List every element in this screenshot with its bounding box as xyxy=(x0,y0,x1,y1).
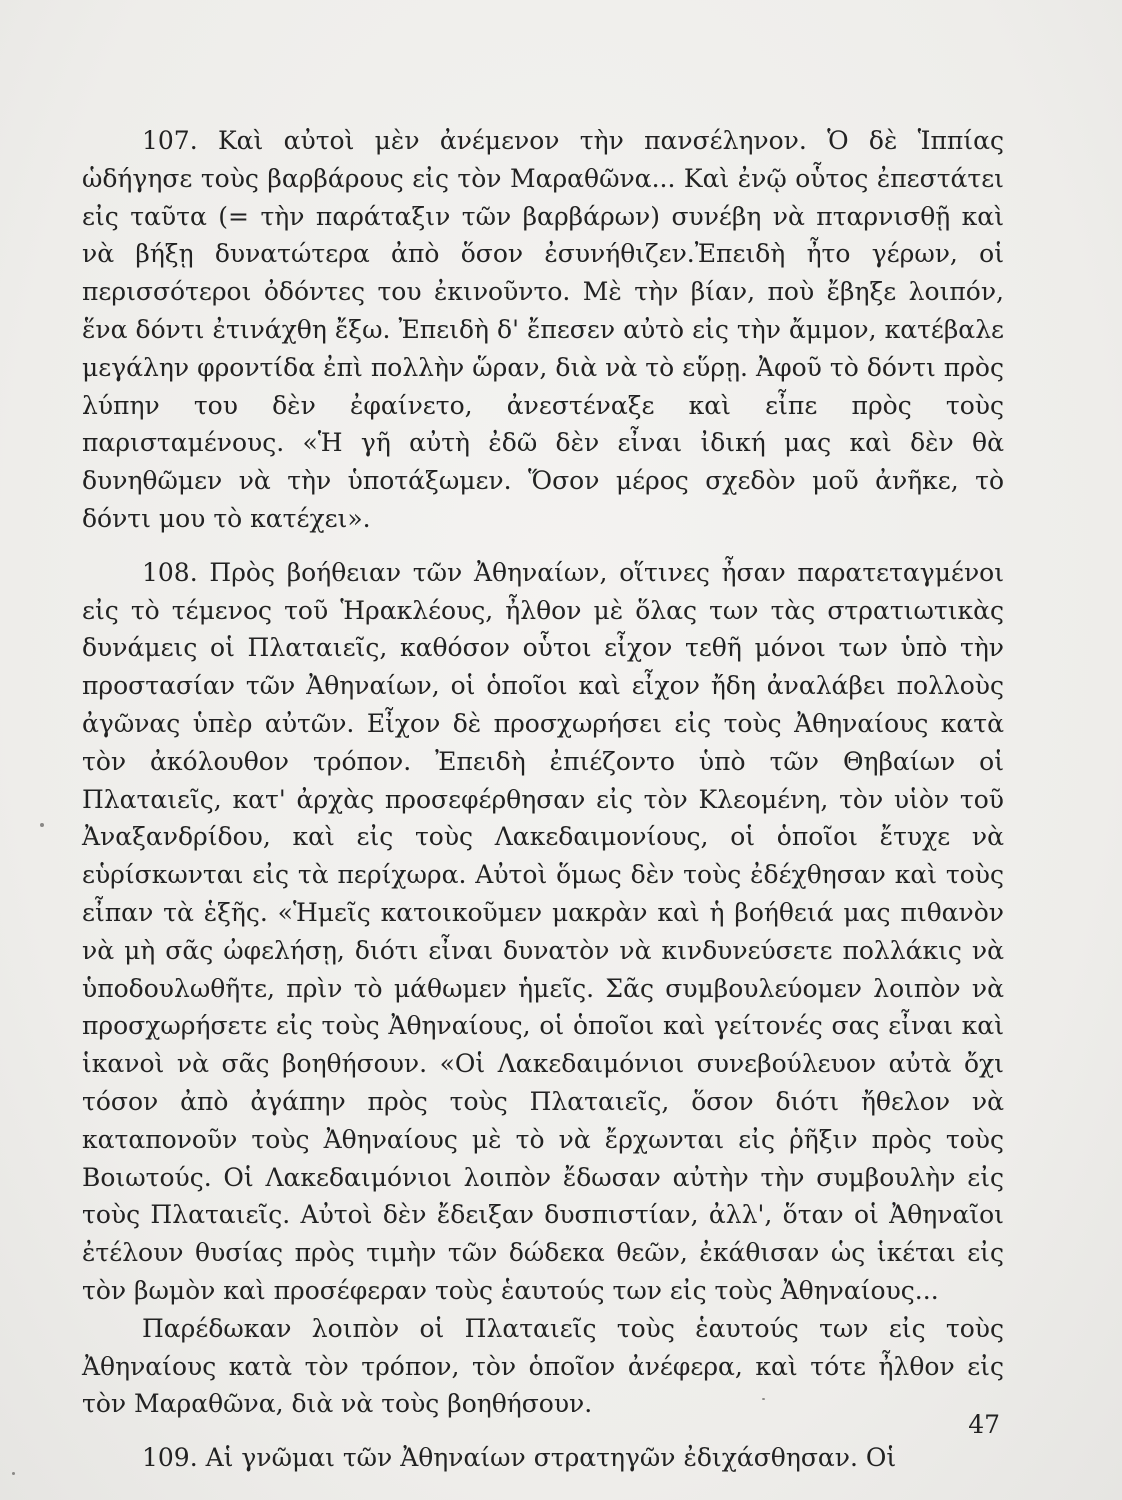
paragraph-number: 107. xyxy=(142,126,198,155)
paragraph-109 xyxy=(82,1439,1004,1477)
paragraph-continuation xyxy=(82,1310,1004,1423)
paragraph-text: Πρὸς βοήθειαν τῶν Ἀθηναίων, οἵτινες ἦσαν παρατεταγμένοι εἰς τὸ τέμενος τοῦ Ἡρακλέους, ἦλθον μὲ ὅλας των τὰς στρατιωτικὰς δυνάμεις οἱ Πλαταιεῖς, καθόσον οὗτοι εἶχον τεθῆ μόνοι των ὑπὸ τὴν προστασίαν τῶν Ἀθηναίων, οἱ ὁποῖοι καὶ εἶχον ἤδη ἀναλάβει πολλοὺς ἀγῶνας ὑπὲρ αὐτῶν. Εἶχον δὲ προσχωρήσει εἰς τοὺς Ἀθηναίους κατὰ τὸν ἀκόλουθον τρόπον. Ἐπειδὴ ἐπιέζοντο ὑπὸ τῶν Θηβαίων οἱ Πλαταιεῖς, κατ' ἀρχὰς προσεφέρθησαν εἰς τὸν Κλεομένη, τὸν υἱὸν τοῦ Ἀναξανδρίδου, καὶ εἰς τοὺς Λακεδαιμονίους, οἱ ὁποῖοι ἔτυχε νὰ εὑρίσκωνται εἰς τὰ περίχωρα. Αὐτοὶ ὅμως δὲν τοὺς ἐδέχθησαν καὶ τοὺς εἶπαν τὰ ἑξῆς. «Ἡμεῖς κατοικοῦμεν μακρὰν καὶ ἡ βοήθειά μας πιθανὸν νὰ μὴ σᾶς ὠφελήσῃ, διότι εἶναι δυνατὸν νὰ κινδυνεύσετε πολλάκις νὰ ὑποδουλωθῆτε, πρὶν τὸ μάθωμεν ἡμεῖς. Σᾶς συμβουλεύομεν λοιπὸν νὰ προσχωρήσετε εἰς τοὺς Ἀθηναίους, οἱ ὁποῖοι καὶ γείτονές σας εἶναι καὶ ἱκανοὶ νὰ σᾶς βοηθήσουν. «Οἱ Λακεδαιμόνιοι συνεβούλευον αὐτὰ ὄχι τόσον ἀπὸ ἀγάπην πρὸς τοὺς Πλαταιεῖς, ὅσον διότι ἤθελον νὰ καταπονοῦν τοὺς Ἀθηναίους μὲ τὸ νὰ ἔρχωνται εἰς ῥῆξιν πρὸς τοὺς Βοιωτούς. Οἱ Λακεδαιμόνιοι λοιπὸν ἔδωσαν αὐτὴν τὴν συμβουλὴν εἰς τοὺς Πλαταιεῖς. Αὐτοὶ δὲν ἔδειξαν δυσπιστίαν, ἀλλ', ὅταν οἱ Ἀθηναῖοι ἐτέλουν θυσίας πρὸς τιμὴν τῶν δώδεκα θεῶν, ἐκάθισαν ὡς ἱκέται εἰς τὸν βωμὸν καὶ προσέφεραν τοὺς ἑαυτούς των εἰς τοὺς Ἀθηναίους... xyxy=(82,557,1005,1305)
paper-speck xyxy=(40,823,44,827)
paragraph-text: Αἱ γνῶμαι τῶν Ἀθηναίων στρατηγῶν ἐδιχάσθησαν. Οἱ xyxy=(205,1443,897,1473)
paper-speck xyxy=(762,1398,765,1400)
paragraph-number: 109. xyxy=(142,1443,198,1473)
paragraph-number: 108. xyxy=(142,557,198,587)
paragraph-107 xyxy=(82,122,1004,538)
paragraph-108 xyxy=(82,554,1004,1310)
page-body xyxy=(82,122,1004,1477)
paragraph-text: Παρέδωκαν λοιπὸν οἱ Πλαταιεῖς τοὺς ἑαυτούς των εἰς τοὺς Ἀθηναίους κατὰ τὸν τρόπον, τὸν ὁποῖον ἀνέφερα, καὶ τότε ἦλθον εἰς τὸν Μαραθῶνα, διὰ νὰ τοὺς βοηθήσουν. xyxy=(82,1313,1004,1419)
page-number: 47 xyxy=(968,1410,1000,1439)
paper-speck xyxy=(12,1472,15,1475)
paragraph-text: Καὶ αὐτοὶ μὲν ἀνέμενον τὴν πανσέληνον. Ὁ δὲ Ἱππίας ὡδήγησε τοὺς βαρβάρους εἰς τὸν Μαραθῶνα... Καὶ ἐνῷ οὗτος ἐπεστάτει εἰς ταῦτα (= τὴν παράταξιν τῶν βαρβάρων) συνέβη νὰ πταρνισθῇ καὶ νὰ βήξῃ δυνατώτερα ἀπὸ ὅσον ἐσυνήθιζεν.Ἐπειδὴ ἦτο γέρων, οἱ περισσότεροι ὀδόντες του ἐκινοῦντο. Μὲ τὴν βίαν, ποὺ ἔβηξε λοιπόν, ἕνα δόντι ἐτινάχθη ἔξω. Ἐπειδὴ δ' ἔπεσεν αὐτὸ εἰς τὴν ἄμμον, κατέβαλε μεγάλην φροντίδα ἐπὶ πολλὴν ὥραν, διὰ νὰ τὸ εὕρῃ. Ἀφοῦ τὸ δόντι πρὸς λύπην του δὲν ἐφαίνετο, ἀνεστέναξε καὶ εἶπε πρὸς τοὺς παρισταμένους. «Ἡ γῆ αὐτὴ ἐδῶ δὲν εἶναι ἰδική μας καὶ δὲν θὰ δυνηθῶμεν νὰ τὴν ὑποτάξωμεν. Ὅσον μέρος σχεδὸν μοῦ ἀνῆκε, τὸ δόντι μου τὸ κατέχει». xyxy=(82,126,1004,533)
